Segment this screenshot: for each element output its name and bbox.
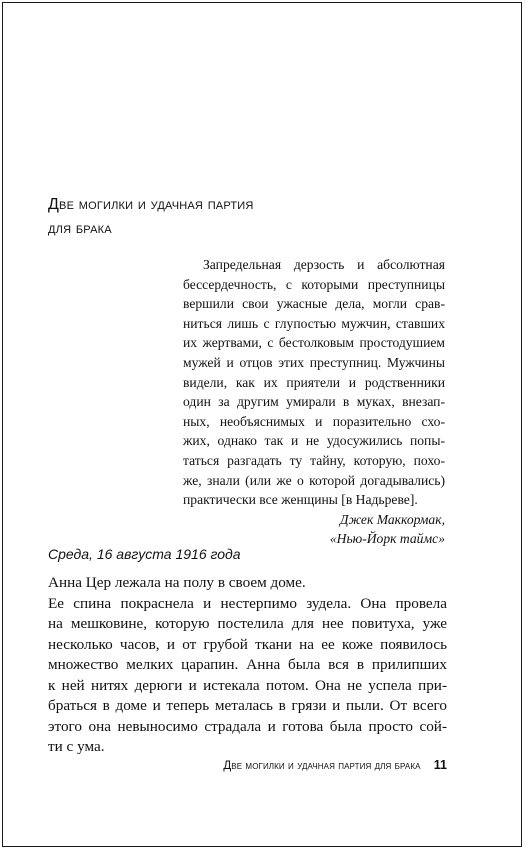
- body-line: Анна Цер лежала на полу в своем доме.: [48, 574, 306, 591]
- body-line: Ее спина покраснела и нестерпимо зудела. Она провела: [48, 594, 447, 612]
- epigraph-line: таться разгадать ту тайну, которую, похо-: [183, 452, 445, 468]
- epigraph-line: практически все женщины [в Надьреве].: [183, 492, 418, 508]
- epigraph-line: жих, однако так и не удосужились попы-: [183, 433, 445, 449]
- epigraph-line: один за другим умирали в муках, внезап-: [183, 394, 445, 410]
- epigraph-line: их жертвами, с бестолковым простодушием: [183, 335, 445, 351]
- body-line: на мешковине, которую постелила для нее повитуха, уже: [48, 615, 447, 632]
- epigraph-line: ниться лишь с глупостью мужчин, ставших: [183, 315, 445, 331]
- date-heading: Среда, 16 августа 1916 года: [48, 546, 241, 562]
- epigraph-author: Джек Маккормак,: [339, 511, 445, 527]
- epigraph-line: бессердечность, с которыми преступницы: [183, 276, 445, 292]
- body-line: множество мелких царапин. Анна была вся в прилипших: [48, 656, 447, 673]
- epigraph-line: ных, необъяснимых и поразительно схо-: [183, 413, 445, 429]
- body-paragraphs: [48, 573, 447, 758]
- chapter-title: [48, 193, 348, 241]
- chapter-title-line: для брака: [48, 220, 112, 237]
- epigraph: [183, 255, 445, 549]
- running-head: Две могилки и удачная партия для брака: [223, 760, 421, 772]
- epigraph-source: «Нью-Йорк таймс»: [329, 531, 445, 547]
- epigraph-line: видели, как их приятели и родственники: [183, 374, 445, 390]
- body-line: к ней нитях дерюги и истекала потом. Она не успела при-: [48, 676, 447, 694]
- body-line: несколько часов, и от грубой ткани на ее коже появилось: [48, 635, 447, 653]
- body-line: ти с ума.: [48, 738, 105, 755]
- epigraph-text: [183, 255, 445, 510]
- epigraph-line: же, знали (или же о которой догадывались): [183, 472, 445, 488]
- chapter-title-line: Две могилки и удачная партия: [48, 196, 254, 213]
- body-line: этого она невыносимо страдала и готова была просто сой-: [48, 717, 447, 735]
- page-number: 11: [433, 758, 447, 772]
- epigraph-line: Запредельная дерзость и абсолютная: [203, 257, 445, 272]
- page-footer: [0, 757, 447, 774]
- body-line: браться в доме и теперь металась в грязи и пыли. От всего: [48, 697, 447, 714]
- epigraph-line: вершили свои ужасные дела, могли срав-: [183, 296, 445, 312]
- epigraph-line: мужей и отцов этих преступниц. Мужчины: [183, 354, 445, 370]
